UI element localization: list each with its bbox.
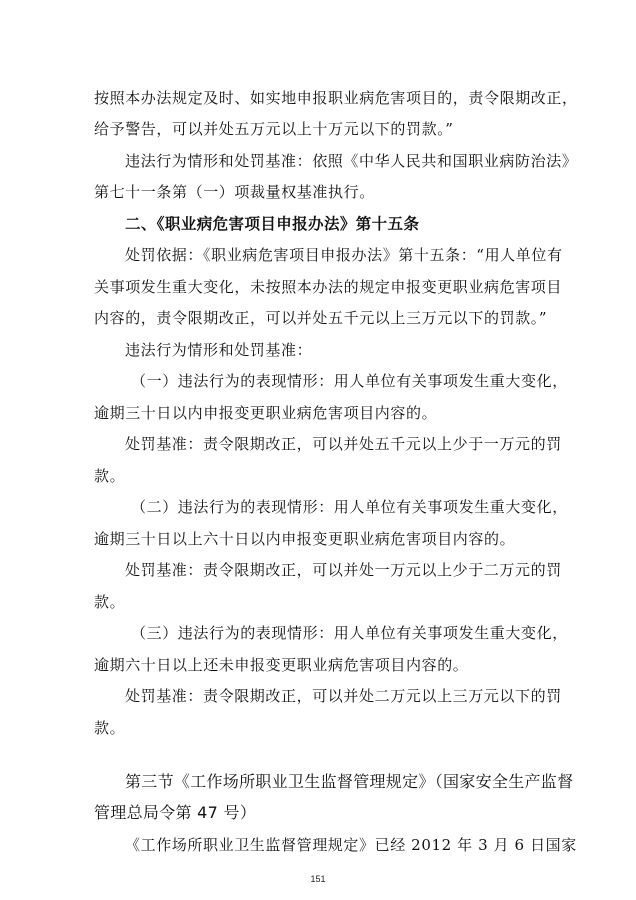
paragraph-line: 给予警告，可以并处五万元以上十万元以下的罚款。” — [94, 120, 454, 138]
paragraph-line: 处罚基准：责令限期改正，可以并处五千元以上少于一万元的罚 — [125, 435, 562, 453]
paragraph-line: 违法行为情形和处罚基准： — [125, 341, 313, 359]
paragraph-line: 按照本办法规定及时、如实地申报职业病危害项目的，责令限期改正， — [94, 89, 578, 107]
paragraph-line: 逾期三十日以上六十日以内申报变更职业病危害项目内容的。 — [94, 530, 516, 548]
paragraph-line: 内容的，责令限期改正，可以并处五千元以上三万元以下的罚款。” — [94, 309, 548, 327]
section-heading: 第三节《工作场所职业卫生监督管理规定》（国家安全生产监督 — [125, 772, 574, 791]
paragraph-line: 《工作场所职业卫生监督管理规定》已经 2012 年 3 月 6 日国家 — [125, 836, 577, 854]
paragraph-line: （一）违法行为的表现情形：用人单位有关事项发生重大变化， — [131, 372, 568, 390]
paragraph-line: 处罚基准：责令限期改正，可以并处一万元以上少于二万元的罚 — [125, 561, 562, 579]
paragraph-line: （三）违法行为的表现情形：用人单位有关事项发生重大变化， — [131, 624, 568, 642]
paragraph-line: （二）违法行为的表现情形：用人单位有关事项发生重大变化， — [131, 498, 568, 516]
paragraph-line: 违法行为情形和处罚基准：依照《中华人民共和国职业病防治法》 — [125, 152, 578, 170]
paragraph-line: 逾期三十日以内申报变更职业病危害项目内容的。 — [94, 404, 438, 422]
paragraph-line: 款。 — [94, 467, 126, 485]
article-heading: 二、《职业病危害项目申报办法》第十五条 — [125, 215, 420, 233]
section-heading-continuation: 管理总局令第 47 号） — [94, 803, 257, 822]
paragraph-line: 处罚基准：责令限期改正，可以并处二万元以上三万元以下的罚 — [125, 687, 562, 705]
paragraph-line: 第七十一条第（一）项裁量权基准执行。 — [94, 183, 375, 201]
paragraph-line: 款。 — [94, 593, 126, 611]
paragraph-line: 款。 — [94, 719, 126, 737]
paragraph-line: 关事项发生重大变化，未按照本办法的规定申报变更职业病危害项目 — [94, 278, 563, 296]
paragraph-line: 处罚依据：《职业病危害项目申报办法》第十五条：“用人单位有 — [125, 246, 563, 264]
paragraph-line: 逾期六十日以上还未申报变更职业病危害项目内容的。 — [94, 656, 469, 674]
page-number: 151 — [310, 874, 326, 884]
